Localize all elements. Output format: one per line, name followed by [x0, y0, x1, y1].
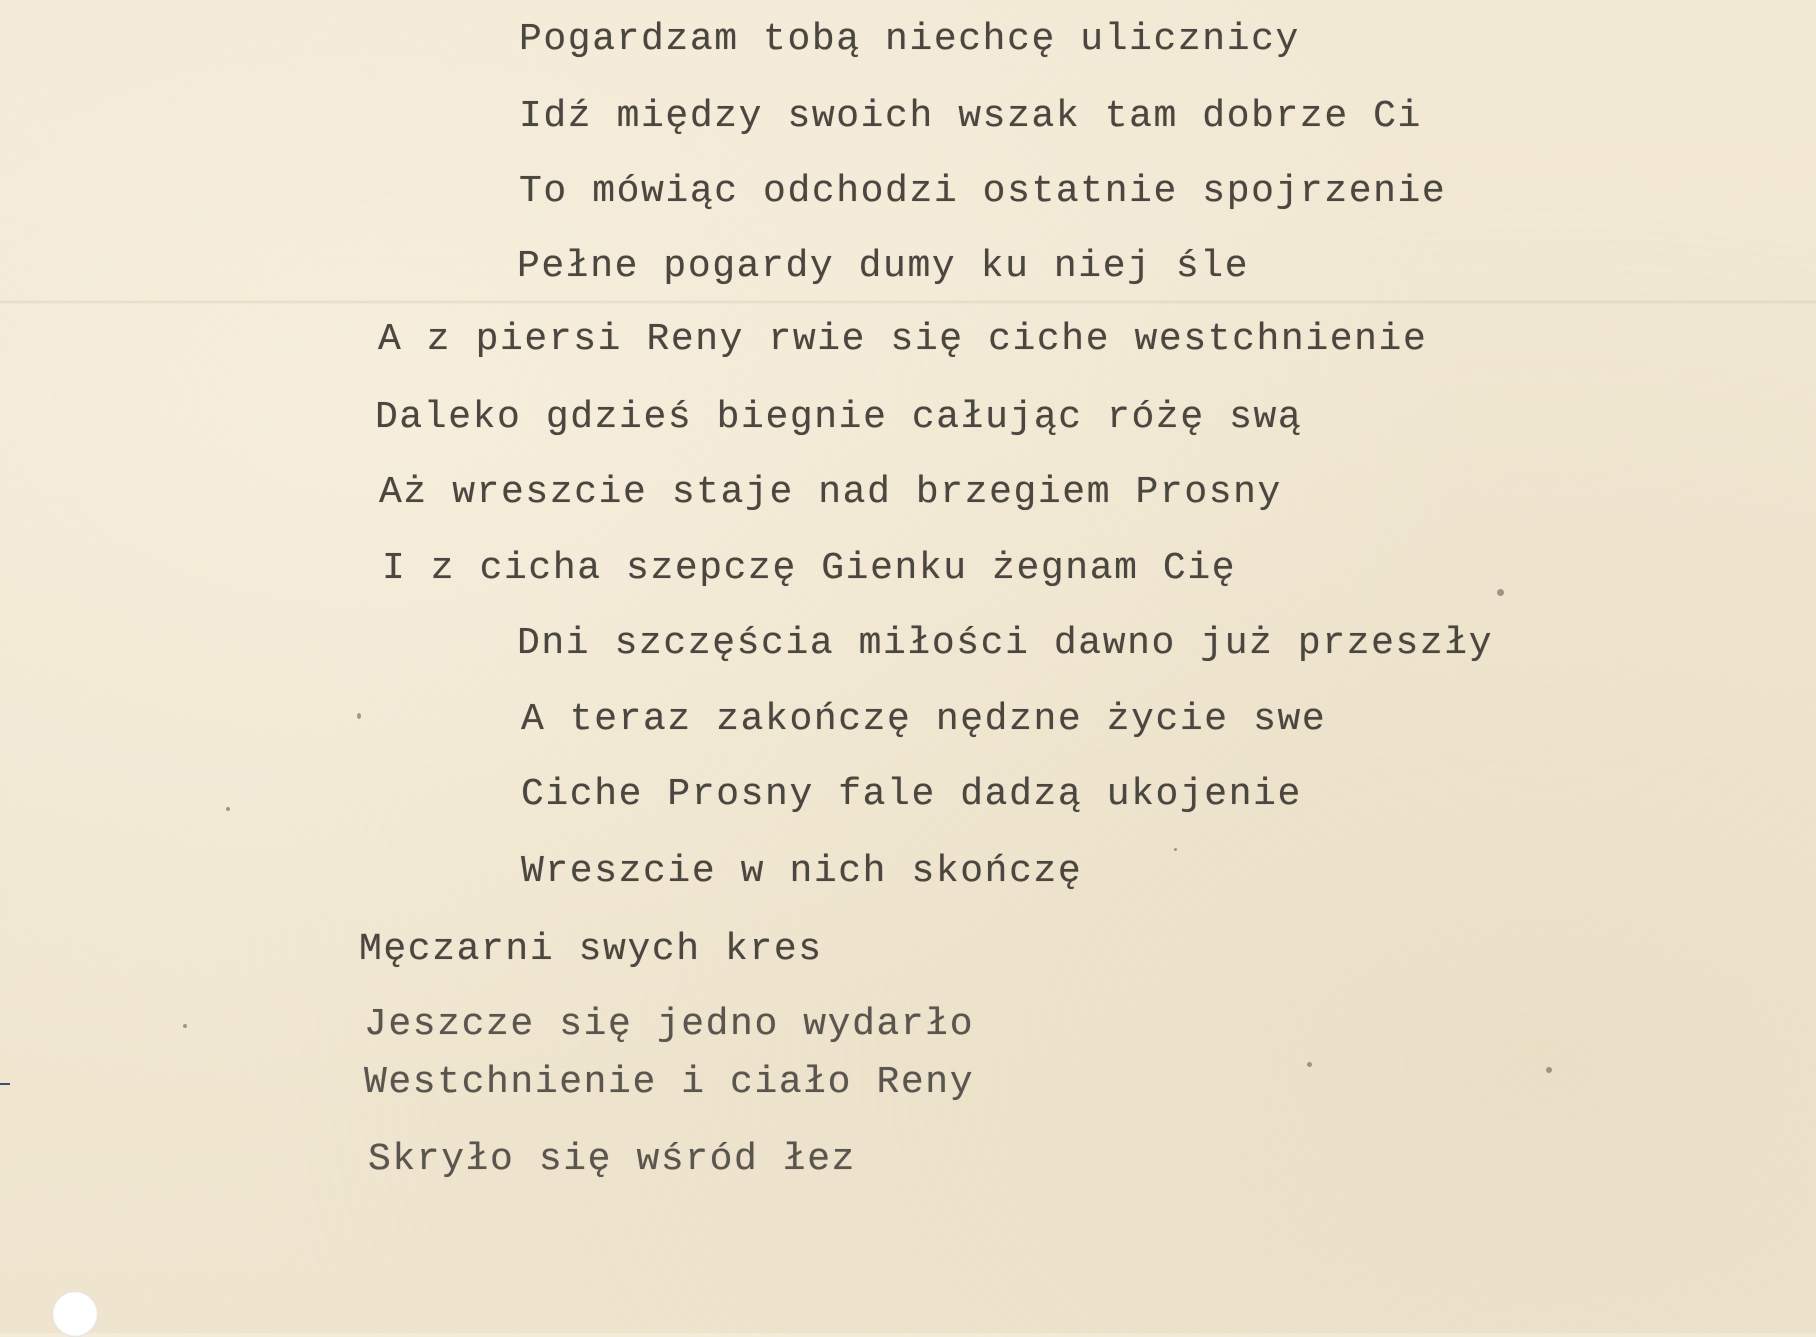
poem-line-10: A teraz zakończę nędzne życie swe: [521, 698, 1327, 741]
poem-line-12: Wreszcie w nich skończę: [521, 850, 1083, 893]
poem-line-15: Westchnienie i ciało Reny: [364, 1061, 975, 1104]
poem-line-9: Dni szczęścia miłości dawno już przeszły: [517, 622, 1494, 665]
paper-fold: [0, 300, 1816, 304]
paper-speck: [1174, 848, 1177, 851]
poem-line-6: Daleko gdzieś biegnie całując różę swą: [375, 396, 1303, 439]
paper-speck: [1307, 1062, 1312, 1067]
poem-line-2: Idź między swoich wszak tam dobrze Ci: [519, 95, 1422, 138]
paper-speck: [183, 1024, 187, 1028]
poem-line-3: To mówiąc odchodzi ostatnie spojrzenie: [519, 170, 1447, 213]
poem-line-5: A z piersi Reny rwie się ciche westchnienie: [378, 318, 1428, 361]
poem-line-1: Pogardzam tobą niechcę ulicznicy: [519, 18, 1300, 61]
poem-line-4: Pełne pogardy dumy ku niej śle: [517, 245, 1250, 288]
poem-line-11: Ciche Prosny fale dadzą ukojenie: [521, 773, 1302, 816]
poem-line-8: I z cicha szepczę Gienku żegnam Cię: [382, 547, 1237, 590]
poem-line-16: Skryło się wśród łez: [368, 1138, 857, 1181]
poem-line-7: Aż wreszcie staje nad brzegiem Prosny: [379, 471, 1282, 514]
paper-speck: [1546, 1067, 1552, 1073]
paper-edge-mark: [0, 1083, 10, 1085]
paper-speck: [357, 713, 361, 719]
paper-speck: [1497, 589, 1504, 596]
punch-hole: [52, 1291, 98, 1337]
poem-line-13: Męczarni swych kres: [359, 928, 823, 971]
poem-line-14: Jeszcze się jedno wydarło: [364, 1003, 975, 1046]
paper-speck: [226, 807, 230, 811]
